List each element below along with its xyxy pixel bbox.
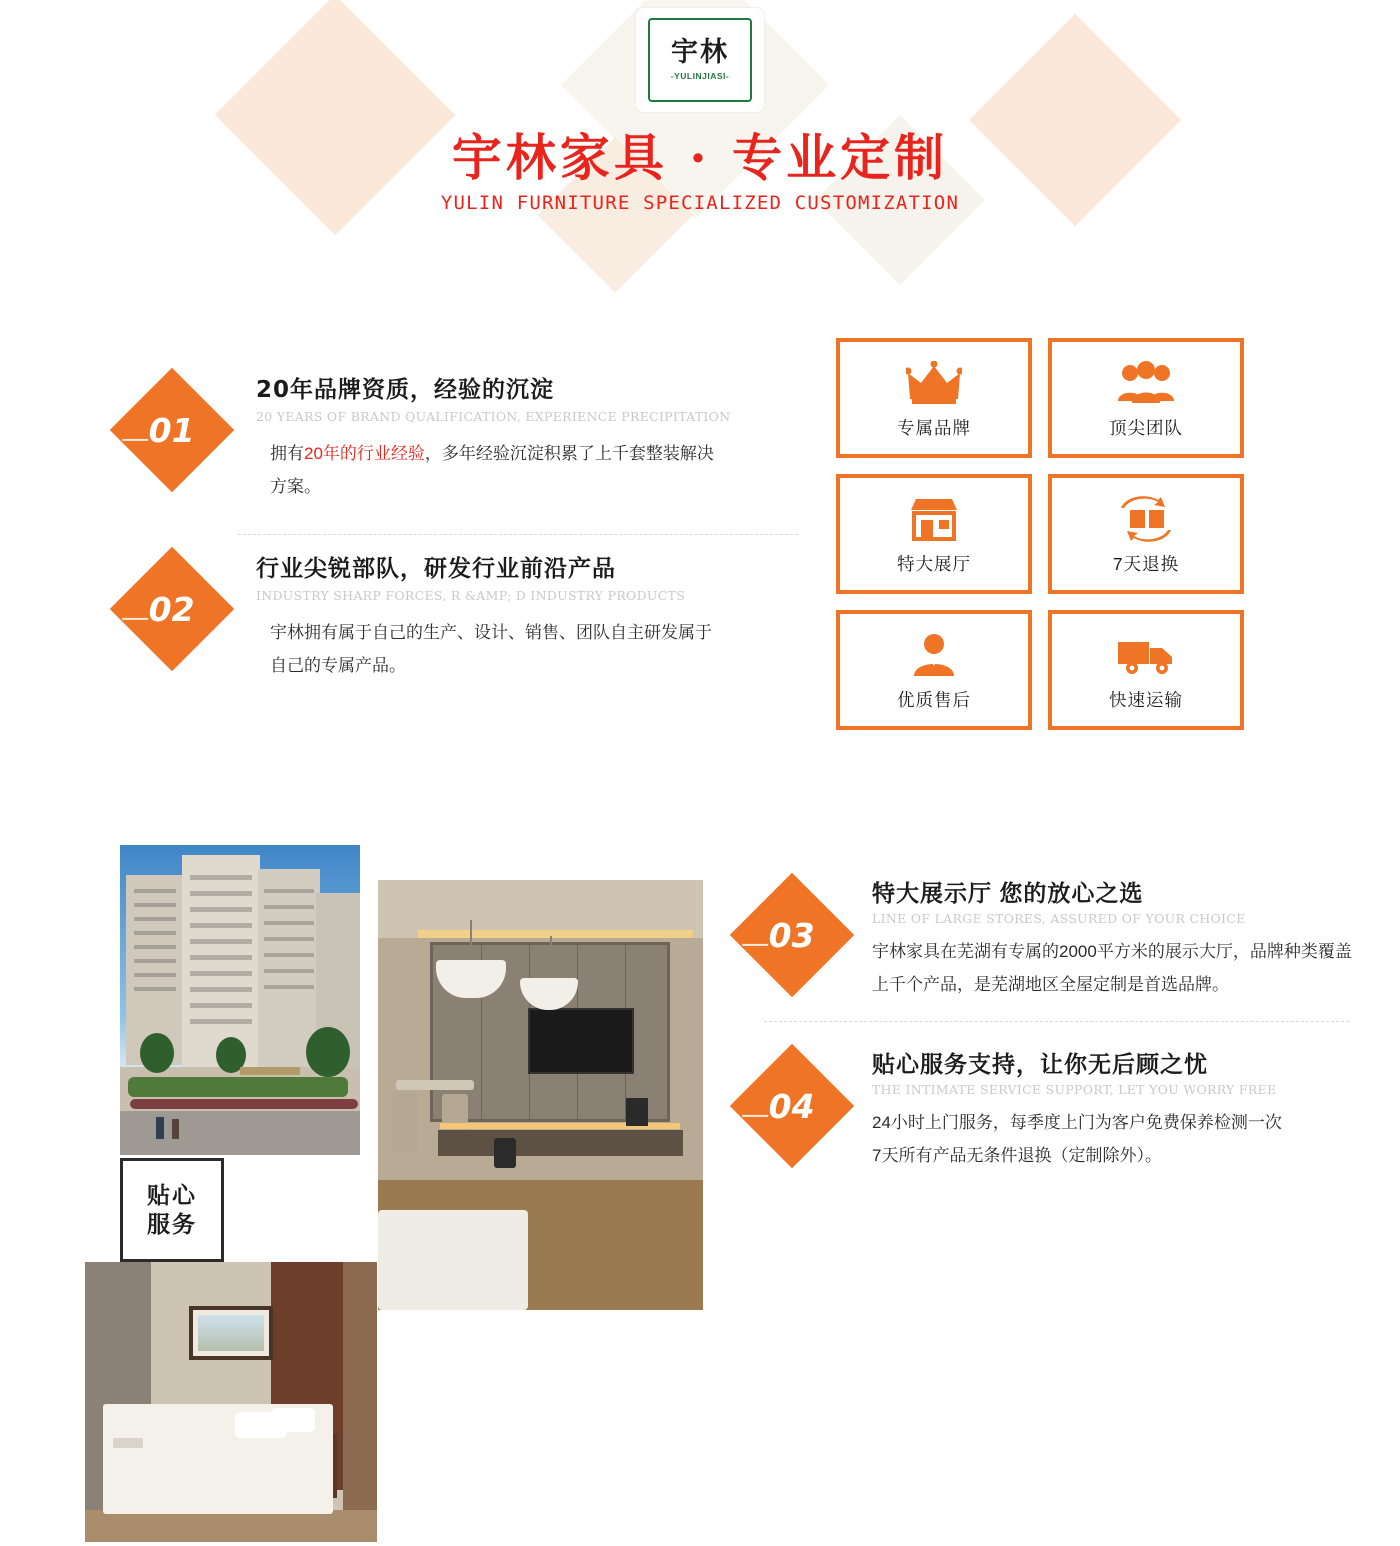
photo-building-block (182, 855, 260, 1070)
photo-living-lamp-cord (550, 936, 552, 980)
photo-building-window (190, 1019, 252, 1024)
photo-building-tree (306, 1027, 350, 1077)
photo-building-person (172, 1119, 179, 1139)
photo-building-window (190, 875, 252, 880)
agent-icon (909, 629, 959, 681)
photo-bedroom-remote (113, 1438, 143, 1448)
feature-body (256, 370, 730, 503)
photo-living-appliance (626, 1098, 648, 1126)
photo-living-lamp-cord (470, 920, 472, 962)
feature-list (120, 370, 740, 699)
photo-building-flowerbed (130, 1099, 358, 1109)
feature-item-02 (120, 549, 740, 699)
photo-building-window (190, 891, 252, 896)
photo-building-window (190, 1003, 252, 1008)
photo-bedroom-pillow (271, 1408, 315, 1432)
feature-number-badge (110, 547, 234, 671)
feature-description (256, 437, 726, 503)
feature-number-badge (110, 368, 234, 492)
showcase-item-04 (740, 1046, 1360, 1172)
photo-building-window (264, 953, 314, 957)
showcase-title: 特大展示厅 您的放心之选 (872, 880, 1144, 906)
photo-building-hedge (128, 1077, 348, 1097)
photo-bedroom-wall-art (189, 1306, 273, 1360)
benefit-card-showroom (836, 474, 1032, 594)
benefit-label: 特大展厅 (897, 553, 971, 574)
service-stamp (120, 1158, 224, 1262)
showcase-description: 宇林家具在芜湖有专属的2000平方米的展示大厅，品牌种类覆盖上千个产品，是芜湖地区全屋定制是首选品牌。 (872, 942, 1352, 995)
showcase-description (872, 1106, 1282, 1172)
feature-desc-post: ，多年经验沉淀积累了上千套整装解决方案。 (270, 443, 714, 497)
showcase-list (740, 875, 1360, 1173)
brand-logo (636, 8, 764, 112)
feature-divider (238, 534, 798, 535)
photo-bedroom-wood-panel (343, 1262, 377, 1542)
showcase-number: 03 (769, 915, 815, 955)
photo-building-window (190, 987, 252, 992)
feature-title-en: 20 YEARS OF BRAND QUALIFICATION, EXPERIENCE PRECIPITATION (256, 408, 731, 424)
photo-building-window (190, 971, 252, 976)
benefit-label: 专属品牌 (897, 417, 971, 438)
showcase-title-en: LINE OF LARGE STORES, ASSURED OF YOUR CHOICE (872, 911, 1246, 926)
feature-number: 01 (149, 410, 195, 450)
logo-frame (648, 18, 752, 102)
photo-living-tv (528, 1008, 634, 1074)
photo-living-bar-table (396, 1080, 474, 1090)
showcase-title-en: THE INTIMATE SERVICE SUPPORT, LET YOU WORRY FREE (872, 1082, 1277, 1098)
service-stamp-line1: 贴心 (147, 1182, 197, 1209)
benefit-card-aftersales (836, 610, 1032, 730)
photo-building-window (264, 905, 314, 909)
showcase-description-line2: 7天所有产品无条件退换（定制除外）。 (872, 1146, 1162, 1166)
photo-living-chair (392, 1092, 418, 1152)
photo-building-tree (140, 1033, 174, 1073)
photo-building-window (134, 931, 176, 935)
photo-building (120, 845, 360, 1155)
photo-living-console (438, 1130, 683, 1156)
feature-title: 20年品牌资质，经验的沉淀 (256, 377, 555, 403)
showcase-item-03 (740, 875, 1360, 1001)
return-icon (1118, 493, 1174, 545)
benefit-grid (836, 338, 1244, 730)
service-stamp-line2: 服务 (147, 1211, 197, 1237)
photo-living-cove-light (418, 930, 693, 938)
photo-building-window (264, 985, 314, 989)
photo-living-room (378, 880, 703, 1310)
photo-building-window (134, 889, 176, 893)
benefit-label: 顶尖团队 (1109, 417, 1183, 438)
feature-number: 02 (149, 589, 195, 629)
crown-icon (906, 357, 962, 409)
truck-icon (1116, 629, 1176, 681)
page-title: 宇林家具 · 专业定制 (451, 128, 949, 187)
photo-building-window (190, 955, 252, 960)
benefit-card-team (1048, 338, 1244, 458)
photo-building-person (156, 1117, 164, 1139)
photo-building-window (134, 973, 176, 977)
photo-building-window (190, 939, 252, 944)
photo-building-window (134, 945, 176, 949)
feature-description: 宇林拥有属于自己的生产、设计、销售、团队自主研发属于自己的专属产品。 (270, 622, 712, 676)
page-header (0, 0, 1400, 300)
logo-pinyin: -YULINJIASI- (670, 71, 730, 81)
feature-title: 行业尖锐部队，研发行业前沿产品 (256, 556, 616, 582)
photo-building-window (134, 959, 176, 963)
feature-item-01 (120, 370, 740, 520)
benefit-label: 7天退换 (1112, 553, 1180, 574)
showcase-body (872, 875, 1352, 1001)
photo-building-window (134, 903, 176, 907)
showcase-number-badge (730, 1044, 854, 1168)
photo-building-window (190, 907, 252, 912)
showcase-divider (764, 1021, 1349, 1022)
page-subtitle: YULIN FURNITURE SPECIALIZED CUSTOMIZATION (440, 192, 960, 214)
photo-living-bed-corner (378, 1210, 528, 1310)
showcase-number-badge (730, 873, 854, 997)
photo-building-window (264, 969, 314, 973)
showcase-body (872, 1046, 1282, 1172)
photo-building-window (134, 987, 176, 991)
benefit-card-return (1048, 474, 1244, 594)
photo-living-bin (494, 1138, 516, 1168)
photo-building-window (264, 889, 314, 893)
benefit-card-brand (836, 338, 1032, 458)
team-icon (1117, 357, 1175, 409)
feature-body (256, 549, 726, 682)
showcase-title: 贴心服务支持，让你无后顾之忧 (872, 1051, 1208, 1078)
photo-building-window (134, 917, 176, 921)
logo-chinese-name: 宇林 (671, 37, 729, 68)
showcase-number: 04 (769, 1086, 815, 1126)
photo-bedroom-wall-art-image (198, 1315, 264, 1351)
feature-title-en: INDUSTRY SHARP FORCES, R &AMP; D INDUSTRY PRODUCTS (256, 587, 686, 603)
store-icon (907, 493, 961, 545)
photo-building-window (264, 921, 314, 925)
photo-bedroom (85, 1262, 377, 1542)
showcase-description-line1: 24小时上门服务，每季度上门为客户免费保养检测一次 (872, 1113, 1282, 1133)
feature-desc-highlight: 20年的行业经验 (304, 443, 425, 463)
photo-building-window (190, 923, 252, 928)
feature-desc-pre: 拥有 (270, 443, 304, 463)
photo-building-sign (240, 1067, 300, 1075)
benefit-label: 优质售后 (897, 689, 971, 710)
photo-bedroom-floor (85, 1510, 377, 1542)
benefit-label: 快速运输 (1109, 689, 1183, 710)
photo-building-window (264, 937, 314, 941)
benefit-card-shipping (1048, 610, 1244, 730)
